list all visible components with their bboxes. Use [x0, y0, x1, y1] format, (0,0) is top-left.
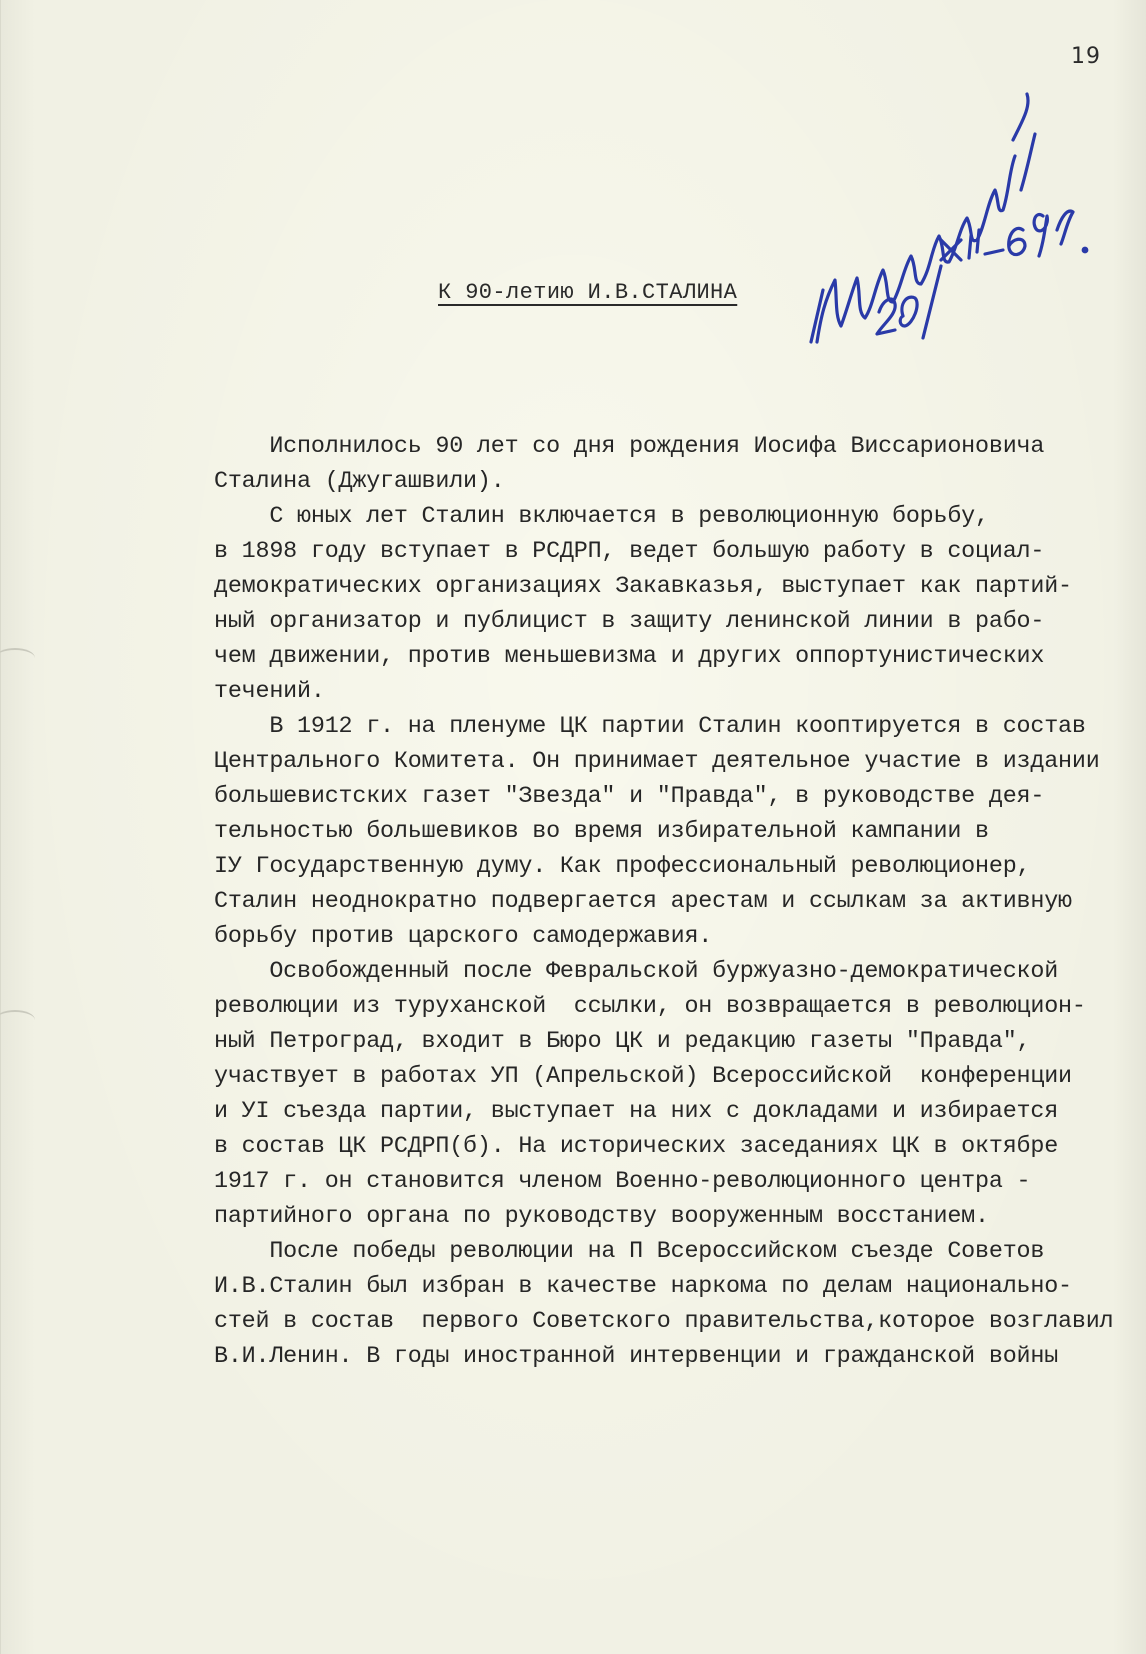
text-line: партийного органа по руководству вооруженным восстанием.: [214, 1204, 989, 1230]
paragraph: [214, 710, 1100, 955]
text-line: в состав ЦК РСДРП(б). На исторических заседаниях ЦК в октябре: [214, 1134, 1059, 1160]
text-line: IУ Государственную думу. Как профессиональный революционер,: [214, 854, 1031, 880]
text-line: 1917 г. он становится членом Военно-революционного центра -: [214, 1169, 1031, 1195]
text-line: С юных лет Сталин включается в революционную борьбу,: [214, 504, 989, 530]
text-line: участвует в работах УП (Апрельской) Всероссийской конференции: [214, 1064, 1072, 1090]
text-line: Исполнилось 90 лет со дня рождения Иосифа Виссарионовича: [214, 434, 1045, 460]
paragraph: [214, 500, 1094, 710]
text-line: Сталин неоднократно подвергается арестам и ссылкам за активную: [214, 889, 1072, 915]
text-line: ный Петроград, входит в Бюро ЦК и редакцию газеты "Правда",: [214, 1029, 1031, 1055]
text-line: Сталина (Джугашвили).: [214, 469, 505, 495]
text-line: чем движении, против меньшевизма и других оппортунистических: [214, 644, 1045, 670]
document-title: К 90-летию И.В.СТАЛИНА: [438, 280, 738, 305]
text-line: После победы революции на П Всероссийском съезде Советов: [214, 1239, 1045, 1265]
text-line: демократических организациях Закавказья, выступает как партий-: [214, 574, 1072, 600]
text-line: В 1912 г. на пленуме ЦК партии Сталин кооптируется в состав: [214, 714, 1086, 740]
text-line: Освобожденный после Февральской буржуазно-демократической: [214, 959, 1059, 985]
text-line: Центрального Комитета. Он принимает деятельное участие в издании: [214, 749, 1100, 775]
text-line: В.И.Ленин. В годы иностранной интервенции и гражданской войны: [214, 1344, 1059, 1370]
text-line: И.В.Сталин был избран в качестве наркома по делам национально-: [214, 1274, 1072, 1300]
paragraph: [214, 430, 1094, 500]
text-line: ный организатор и публицист в защиту ленинской линии в рабо-: [214, 609, 1045, 635]
text-line: в 1898 году вступает в РСДРП, ведет большую работу в социал-: [214, 539, 1045, 565]
text-line: тельностью большевиков во время избирательной кампании в: [214, 819, 989, 845]
text-line: большевистских газет "Звезда" и "Правда", в руководстве дея-: [214, 784, 1045, 810]
scan-margin-mark: [0, 648, 35, 668]
scan-margin-mark: [0, 1010, 35, 1030]
page-number: 19: [1071, 44, 1101, 69]
text-line: течений.: [214, 679, 325, 705]
text-line: борьбу против царского самодержавия.: [214, 924, 713, 950]
paragraph: [214, 1235, 1114, 1375]
handwritten-resolution: [791, 80, 1121, 370]
document-body: [214, 430, 1114, 1375]
text-line: стей в состав первого Советского правительства,которое возглавил: [214, 1309, 1114, 1335]
text-line: революции из туруханской ссылки, он возвращается в революцион-: [214, 994, 1086, 1020]
paragraph: [214, 955, 1094, 1235]
text-line: и УI съезда партии, выступает на них с докладами и избирается: [214, 1099, 1059, 1125]
